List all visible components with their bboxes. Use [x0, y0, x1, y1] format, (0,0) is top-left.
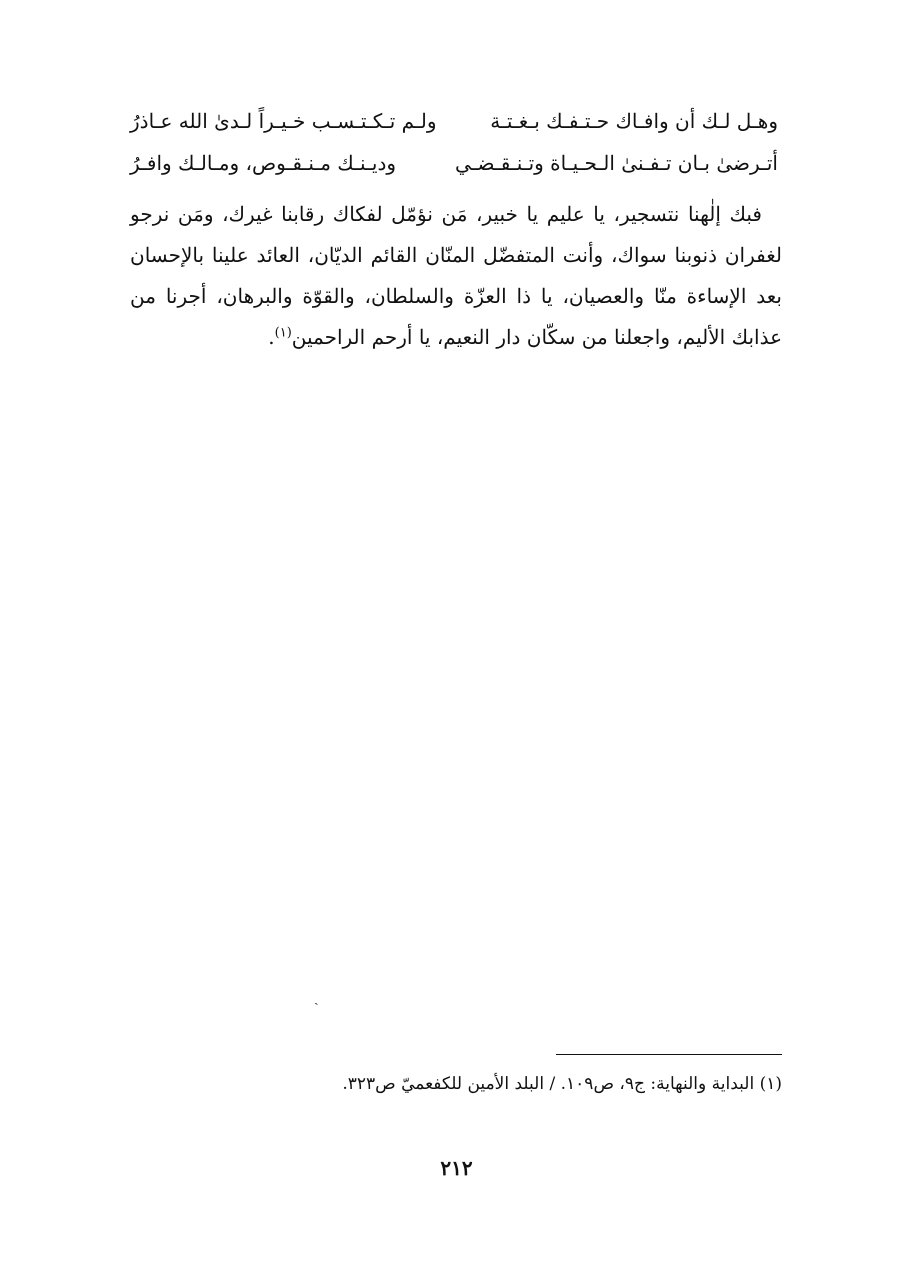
verse-1-first-hemistich: وهـل لـك أن وافـاك حـتـفـك بـغـتـة: [490, 109, 778, 133]
page-number: ٢١٢: [440, 1156, 473, 1180]
prose-text: فبك إلٰهنا نتسجير، يا عليم يا خبير، مَن نؤمّل لفكاك رقابنا غيرك، ومَن نرجو لغفران ذنوبنا سواك، وأنت المتفضّل المنّان القائم الديّان، العائد علينا بالإحسان بعد الإساءة منّا والعصيان، يا ذا العزّة والسلطان، والقوّة والبرهان، أجرنا من عذابك الأليم، واجعلنا من سكّان دار النعيم، يا أرحم الراحمين: [130, 202, 782, 349]
poem-verse-1: [130, 100, 778, 142]
poem-block: [130, 100, 778, 184]
verse-2-second-hemistich: وديـنـك مـنـقـوص، ومـالـك وافـرُ: [130, 151, 397, 175]
prose-ending: .: [268, 325, 275, 349]
verse-1-second-hemistich: ولـم تـكـتـسـب خـيـراً لـدىٰ الله عـاذرُ: [130, 109, 437, 133]
footnote: (١) البداية والنهاية: ج٩، ص١٠٩. / البلد الأمين للكفعميّ ص٣٢٣.: [342, 1074, 782, 1094]
poem-verse-2: [130, 142, 778, 184]
footnote-reference[interactable]: (١): [274, 325, 292, 341]
verse-2-first-hemistich: أتـرضىٰ بـان تـفـنىٰ الـحـيـاة وتـنـقـضـي: [455, 151, 778, 175]
stray-print-mark: ˎ: [314, 990, 319, 1006]
footnote-divider: [556, 1054, 782, 1055]
prose-paragraph: [130, 194, 782, 358]
